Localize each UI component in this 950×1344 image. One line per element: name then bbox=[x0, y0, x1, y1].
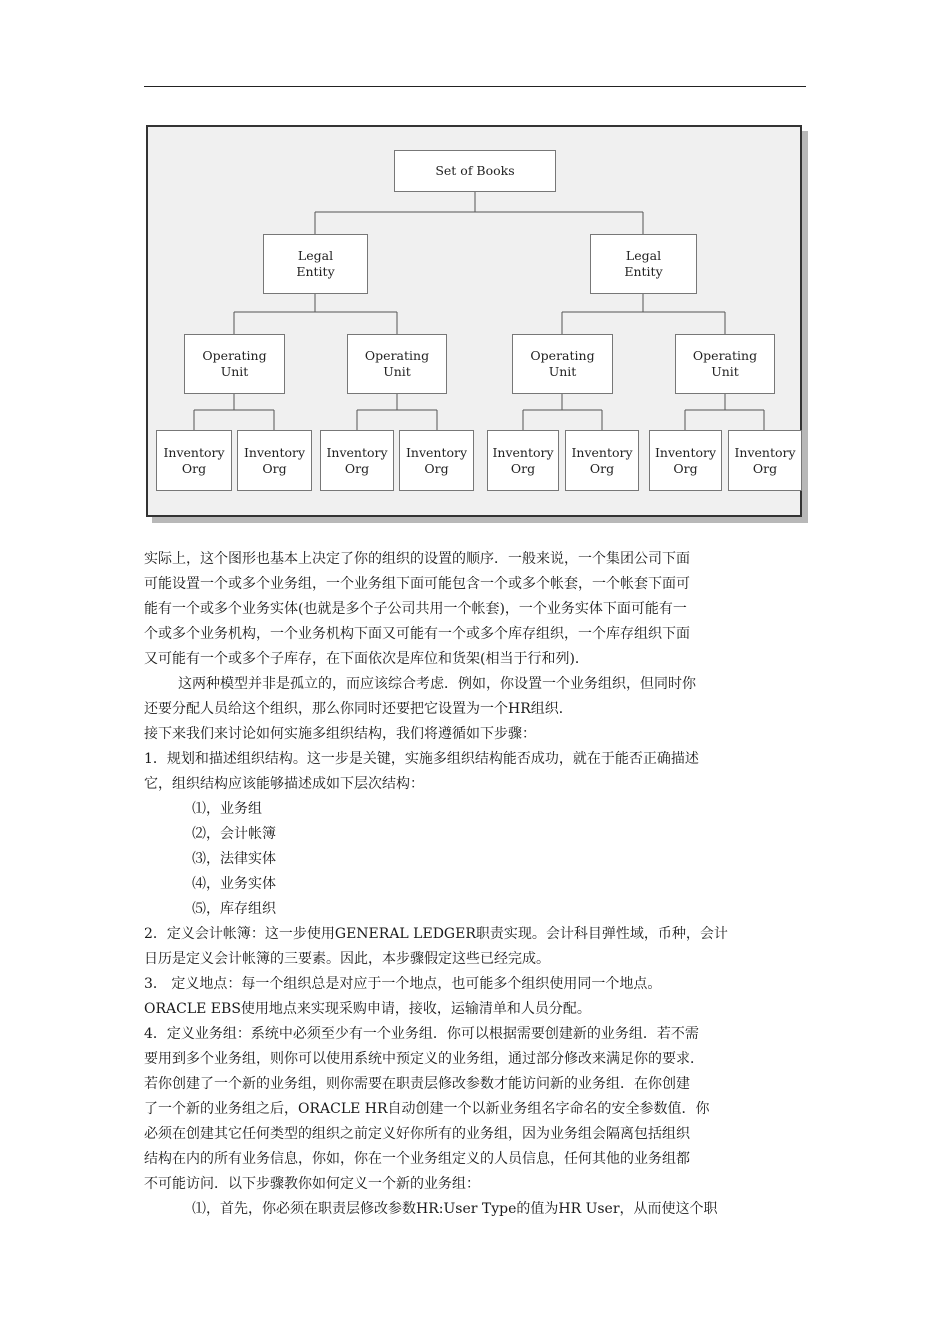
list-item: ⑶，法律实体 bbox=[192, 851, 276, 867]
inventory-org-node-4: Inventory Org bbox=[399, 430, 474, 491]
paragraph-line: 实际上，这个图形也基本上决定了你的组织的设置的顺序．一般来说，一个集团公司下面 bbox=[144, 551, 690, 567]
inventory-org-node-2: Inventory Org bbox=[237, 430, 312, 491]
paragraph-line: 接下来我们来讨论如何实施多组织结构，我们将遵循如下步骤： bbox=[144, 726, 536, 742]
inventory-org-node-8: Inventory Org bbox=[728, 430, 802, 491]
org-chart-figure bbox=[146, 125, 802, 517]
set-of-books-node: Set of Books bbox=[394, 150, 556, 192]
operating-unit-node-4: Operating Unit bbox=[675, 334, 775, 394]
inventory-org-node-7: Inventory Org bbox=[649, 430, 722, 491]
paragraph-line: 又可能有一个或多个子库存，在下面依次是库位和货架(相当于行和列)． bbox=[144, 651, 589, 667]
list-item: ⑴，业务组 bbox=[192, 801, 262, 817]
paragraph-line: 个或多个业务机构，一个业务机构下面又可能有一个或多个库存组织，一个库存组织下面 bbox=[144, 626, 690, 642]
operating-unit-node-2: Operating Unit bbox=[347, 334, 447, 394]
inventory-org-node-1: Inventory Org bbox=[156, 430, 232, 491]
paragraph-line: 能有一个或多个业务实体(也就是多个子公司共用一个帐套)，一个业务实体下面可能有一 bbox=[144, 601, 687, 617]
list-item: ⑸，库存组织 bbox=[192, 901, 276, 917]
paragraph-line: ORACLE EBS使用地点来实现采购申请，接收，运输清单和人员分配。 bbox=[144, 1001, 591, 1017]
legal-entity-node-1: Legal Entity bbox=[263, 234, 368, 294]
legal-entity-node-2: Legal Entity bbox=[590, 234, 697, 294]
paragraph-line: 4．定义业务组：系统中必须至少有一个业务组．你可以根据需要创建新的业务组．若不需 bbox=[144, 1026, 699, 1042]
inventory-org-node-6: Inventory Org bbox=[565, 430, 639, 491]
body-text bbox=[144, 547, 814, 1222]
paragraph-line: 3． 定义地点：每一个组织总是对应于一个地点，也可能多个组织使用同一个地点。 bbox=[144, 976, 662, 992]
paragraph-line: 日历是定义会计帐簿的三要素。因此，本步骤假定这些已经完成。 bbox=[144, 951, 550, 967]
paragraph-line: 它，组织结构应该能够描述成如下层次结构： bbox=[144, 776, 424, 792]
list-item: ⑷，业务实体 bbox=[192, 876, 276, 892]
paragraph-line: 还要分配人员给这个组织，那么你同时还要把它设置为一个HR组织． bbox=[144, 701, 573, 717]
paragraph-line: 若你创建了一个新的业务组，则你需要在职责层修改参数才能访问新的业务组．在你创建 bbox=[144, 1076, 690, 1092]
paragraph-line: 了一个新的业务组之后，ORACLE HR自动创建一个以新业务组名字命名的安全参数值．你 bbox=[144, 1101, 710, 1117]
list-item: ⑴，首先，你必须在职责层修改参数HR:User Type的值为HR User，从而使这个职 bbox=[192, 1201, 718, 1217]
operating-unit-node-3: Operating Unit bbox=[512, 334, 613, 394]
inventory-org-node-3: Inventory Org bbox=[320, 430, 394, 491]
paragraph-line: 这两种模型并非是孤立的，而应该综合考虑．例如，你设置一个业务组织，但同时你 bbox=[178, 676, 696, 692]
operating-unit-node-1: Operating Unit bbox=[184, 334, 285, 394]
paragraph-line: 必须在创建其它任何类型的组织之前定义好你所有的业务组，因为业务组会隔离包括组织 bbox=[144, 1126, 690, 1142]
paragraph-line: 可能设置一个或多个业务组，一个业务组下面可能包含一个或多个帐套，一个帐套下面可 bbox=[144, 576, 690, 592]
list-item: ⑵，会计帐簿 bbox=[192, 826, 276, 842]
paragraph-line: 要用到多个业务组，则你可以使用系统中预定义的业务组，通过部分修改来满足你的要求． bbox=[144, 1051, 704, 1067]
paragraph-line: 不可能访问．以下步骤教你如何定义一个新的业务组： bbox=[144, 1176, 480, 1192]
header-rule bbox=[144, 86, 806, 87]
paragraph-line: 结构在内的所有业务信息，你如，你在一个业务组定义的人员信息，任何其他的业务组都 bbox=[144, 1151, 690, 1167]
paragraph-line: 1．规划和描述组织结构。这一步是关键，实施多组织结构能否成功，就在于能否正确描述 bbox=[144, 751, 699, 767]
paragraph-line: 2．定义会计帐簿：这一步使用GENERAL LEDGER职责实现。会计科目弹性域，币种，会计 bbox=[144, 926, 728, 942]
inventory-org-node-5: Inventory Org bbox=[487, 430, 559, 491]
